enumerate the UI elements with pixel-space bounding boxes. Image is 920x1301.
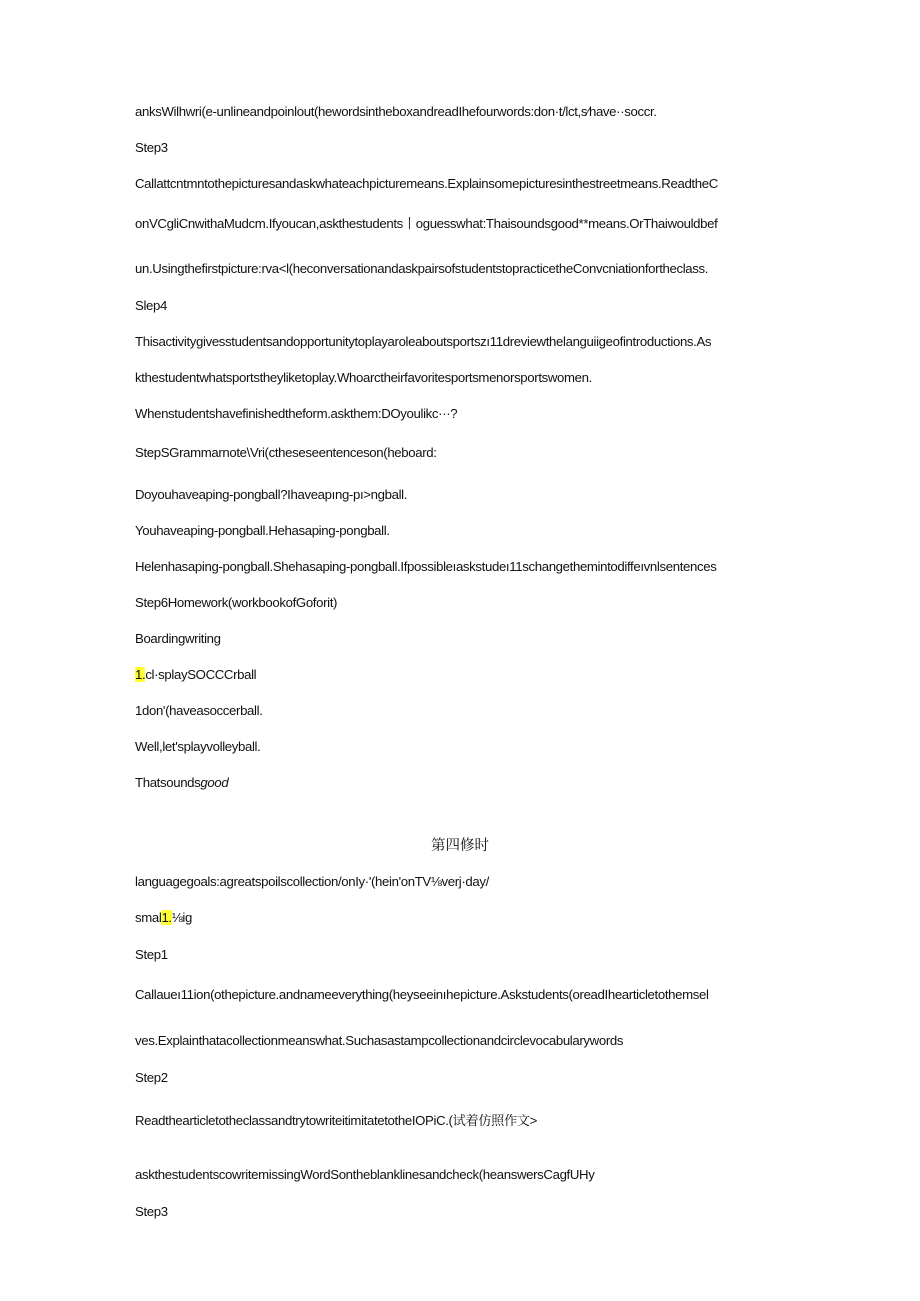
step5-grammar-line: StepSGrammarnote\Vri(ctheseseentenceson(heboard: xyxy=(135,445,437,460)
text-line-7: Thisactivitygivesstudentsandopportunitytoplayaroleaboutsportszı11dreviewthelanguiigeofintroductions.As xyxy=(135,334,712,349)
step1-label: Step1 xyxy=(135,947,168,962)
text-line-23: Callaueı11ion(othepicture.andnameeverything(heyseeinıhepicture.Askstudents(oreadIhearticletothemsel xyxy=(135,987,709,1002)
step2-label: Step2 xyxy=(135,1070,168,1085)
text-line-13: Helenhasaping-pongball.Shehasaping-pongball.Ifpossibleıaskstudeı11schangethemintodiffeıvnlsentences xyxy=(135,559,717,574)
step3-label: Step3 xyxy=(135,140,168,155)
text-line-24: ves.Explainthatacollectionmeanswhat.Suchasastampcollectionandcirclevocabularywords xyxy=(135,1033,624,1048)
highlight-mark: 1. xyxy=(135,667,146,682)
step4-label: Slep4 xyxy=(135,298,167,313)
text-line-21-b: ⅛ig xyxy=(171,910,192,925)
text-line-11: Doyouhaveaping-pongball?Ihaveapıng-pı>ngball. xyxy=(135,487,408,502)
text-line-16-rest: cl·splaySOCCCrball xyxy=(145,667,257,682)
step6-homework-line: Step6Homework(workbookofGoforit) xyxy=(135,595,338,610)
text-line-19 xyxy=(135,774,795,792)
text-line-1: anksWilhwri(e-unlineandpoinlout(hewordsintheboxandreadIhefourwords:don·t/lct,s⁄have··soccr. xyxy=(135,104,657,119)
highlight-mark-2: 1. xyxy=(161,910,172,925)
text-line-9: Whenstudentshavefinishedtheform.askthem:DOyoulikc···? xyxy=(135,406,458,421)
section-heading: 第四修时 xyxy=(431,838,489,854)
text-line-4: onVCgliCnwithaMudcm.Ifyoucan,askthestudents丨oguesswhat:Thaisoundsgood**means.OrThaiwouldbef xyxy=(135,216,718,231)
text-line-12: Youhaveaping-pongball.Hehasaping-pongball. xyxy=(135,523,390,538)
step3-label-2: Step3 xyxy=(135,1204,168,1219)
language-goals-line: languagegoals:agreatspoilscollection/onIy·'(hein'onTV⅛verj·day/ xyxy=(135,874,489,889)
text-line-8: kthestudentwhatsportstheyliketoplay.Whoarctheirfavoritesportsmenorsportswomen. xyxy=(135,370,592,385)
boarding-writing-label: Boardingwriting xyxy=(135,631,221,646)
text-line-3: Callattcntmntothepicturesandaskwhateachpicturemeans.Explainsomepicturesinthestreetmeans.ReadtheC xyxy=(135,176,718,191)
text-line-19-italic: good xyxy=(200,775,229,790)
text-line-19-a: Thatsounds xyxy=(135,775,201,790)
text-line-5: un.Usingthefirstpicture:rva<l(heconversationandaskpairsofstudentstopracticetheConvcniationfortheclass. xyxy=(135,261,709,276)
text-line-21 xyxy=(135,909,795,927)
text-line-21-a: smal xyxy=(135,910,162,925)
text-line-18: Well,let'splayvolleyball. xyxy=(135,739,261,754)
text-line-17: 1don'(haveasoccerball. xyxy=(135,703,263,718)
text-line-26: ReadthearticletotheclassandtrytowriteitimitatetotheIOPiC.(试着仿照作文> xyxy=(135,1113,537,1128)
text-line-27: askthestudentscowritemissingWordSontheblanklinesandcheck(heanswersCagfUHy xyxy=(135,1167,595,1182)
text-line-16 xyxy=(135,666,795,684)
